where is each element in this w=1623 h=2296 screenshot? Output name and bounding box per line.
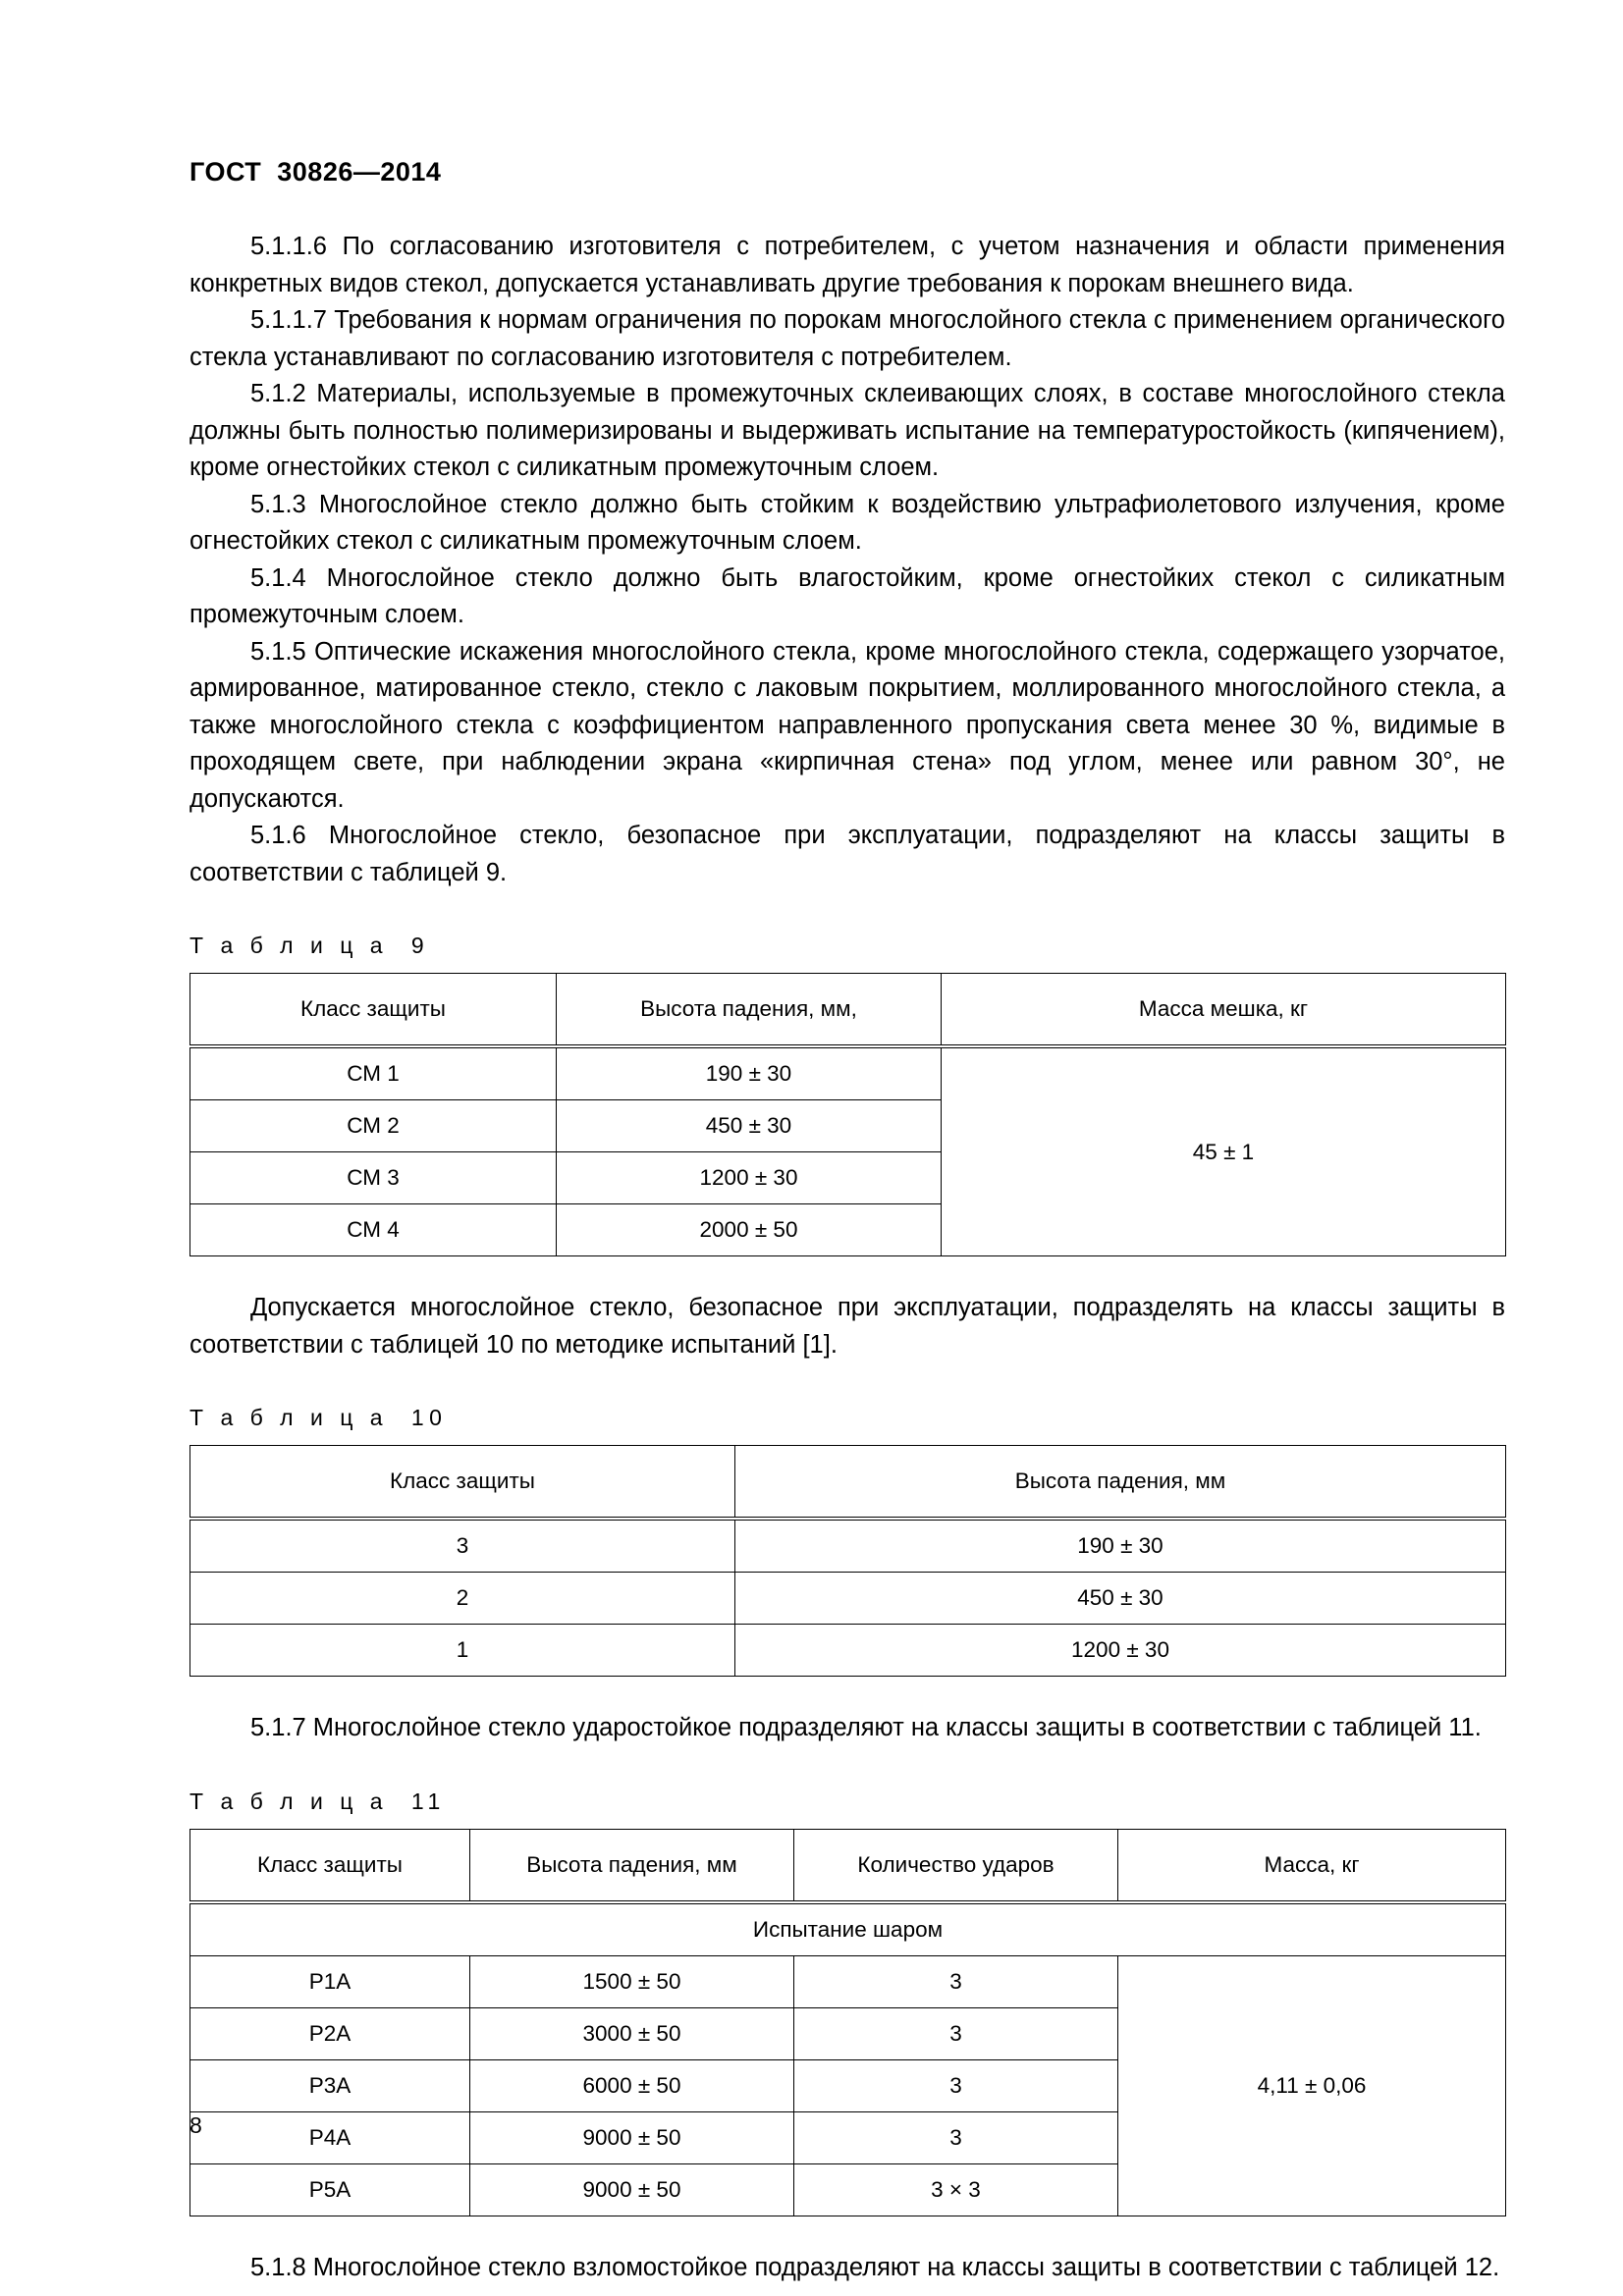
clause-5-1-8: 5.1.8 Многослойное стекло взломостойкое подразделяют на классы защиты в соответствии с таблицей 12.	[250, 2253, 1500, 2281]
table-9-cell-class: СМ 4	[190, 1204, 557, 1256]
table-9-cell-class: СМ 1	[190, 1046, 557, 1100]
table-9-cell-height: 2000 ± 50	[557, 1204, 942, 1256]
table-9-cell-mass-merged: 45 ± 1	[942, 1046, 1506, 1256]
table-row	[190, 1955, 1506, 2007]
note-after-table-9: Допускается многослойное стекло, безопасное при эксплуатации, подразделять на классы защиты в соответствии с таблицей 10 по методике испытаний [1].	[189, 1294, 1505, 1359]
table-row	[190, 1046, 1506, 1100]
table-11-cell-impacts: 3 × 3	[794, 2163, 1118, 2216]
table-9-col-drop-height: Высота падения, мм,	[557, 974, 942, 1047]
table-10	[189, 1445, 1506, 1677]
table-11-cell-impacts: 3	[794, 2059, 1118, 2111]
clause-5-1-4: 5.1.4 Многослойное стекло должно быть влагостойким, кроме огнестойких стекол с силикатным промежуточным слоем.	[189, 563, 1505, 628]
table-9-col-class: Класс защиты	[190, 974, 557, 1047]
table-11-cell-impacts: 3	[794, 1955, 1118, 2007]
table-11-caption: Т а б л и ц а 11	[189, 1788, 446, 1814]
table-11-cell-impacts: 3	[794, 2007, 1118, 2059]
table-11-cell-height: 9000 ± 50	[470, 2163, 794, 2216]
table-11-cell-class: Р2А	[190, 2007, 470, 2059]
table-10-head	[190, 1446, 1506, 1520]
table-header-row	[190, 1829, 1506, 1902]
clause-5-1-6: 5.1.6 Многослойное стекло, безопасное при эксплуатации, подразделяют на классы защиты в соответствии с таблицей 9.	[189, 822, 1505, 886]
table-11-col-impact-count: Количество ударов	[794, 1829, 1118, 1902]
table-section-row	[190, 1902, 1506, 1956]
table-row	[190, 1519, 1506, 1573]
table-9	[189, 973, 1506, 1256]
table-11-cell-impacts: 3	[794, 2111, 1118, 2163]
table-11-body	[190, 1902, 1506, 2216]
table-11-cell-class: Р5А	[190, 2163, 470, 2216]
table-header-row	[190, 974, 1506, 1047]
spacer	[189, 1677, 1505, 1710]
table-9-cell-height: 1200 ± 30	[557, 1152, 942, 1204]
table-10-cell-class: 3	[190, 1519, 735, 1573]
table-11-cell-height: 3000 ± 50	[470, 2007, 794, 2059]
clause-5-1-2: 5.1.2 Материалы, используемые в промежуточных склеивающих слоях, в составе многослойного стекла должны быть полностью полимеризированы и выдерживать испытание на температуростойкость (кипячением), кроме огнестойких стекол с силикатным промежуточным слоем.	[189, 380, 1505, 481]
table-11-col-mass: Масса, кг	[1118, 1829, 1506, 1902]
table-9-body	[190, 1046, 1506, 1256]
table-11-cell-class: Р1А	[190, 1955, 470, 2007]
table-header-row	[190, 1446, 1506, 1520]
page-content	[189, 157, 1505, 2286]
spacer	[189, 1256, 1505, 1290]
clause-5-1-1-6: 5.1.1.6 По согласованию изготовителя с потребителем, с учетом назначения и области применения конкретных видов стекол, допускается устанавливать другие требования к порокам внешнего вида.	[189, 233, 1505, 297]
table-9-caption: Т а б л и ц а 9	[189, 933, 430, 958]
table-row	[190, 1573, 1506, 1625]
table-10-cell-class: 1	[190, 1625, 735, 1677]
table-10-cell-class: 2	[190, 1573, 735, 1625]
table-10-col-drop-height: Высота падения, мм	[735, 1446, 1506, 1520]
table-9-cell-class: СМ 3	[190, 1152, 557, 1204]
table-11-cell-mass-merged: 4,11 ± 0,06	[1118, 1955, 1506, 2216]
standard-designation-header: ГОСТ 30826—2014	[189, 157, 442, 187]
table-11-head	[190, 1829, 1506, 1902]
table-9-head	[190, 974, 1506, 1047]
table-11-cell-class: Р3А	[190, 2059, 470, 2111]
table-9-cell-class: СМ 2	[190, 1100, 557, 1152]
table-11-cell-height: 9000 ± 50	[470, 2111, 794, 2163]
table-11-cell-class: Р4А	[190, 2111, 470, 2163]
table-10-caption: Т а б л и ц а 10	[189, 1405, 448, 1430]
table-11	[189, 1829, 1506, 2216]
table-9-cell-height: 450 ± 30	[557, 1100, 942, 1152]
table-11-cell-height: 1500 ± 50	[470, 1955, 794, 2007]
table-11-col-drop-height: Высота падения, мм	[470, 1829, 794, 1902]
table-10-cell-height: 450 ± 30	[735, 1573, 1506, 1625]
table-10-cell-height: 190 ± 30	[735, 1519, 1506, 1573]
clause-5-1-1-7: 5.1.1.7 Требования к нормам ограничения по порокам многослойного стекла с применением органического стекла устанавливают по согласованию изготовителя с потребителем.	[189, 306, 1505, 371]
table-10-cell-height: 1200 ± 30	[735, 1625, 1506, 1677]
table-11-cell-height: 6000 ± 50	[470, 2059, 794, 2111]
spacer	[189, 2216, 1505, 2250]
table-9-cell-height: 190 ± 30	[557, 1046, 942, 1100]
table-9-col-bag-mass: Масса мешка, кг	[942, 974, 1506, 1047]
table-11-section-title: Испытание шаром	[190, 1902, 1506, 1956]
clause-5-1-7: 5.1.7 Многослойное стекло ударостойкое подразделяют на классы защиты в соответствии с таблицей 11.	[250, 1714, 1482, 1741]
table-10-col-class: Класс защиты	[190, 1446, 735, 1520]
table-row	[190, 1625, 1506, 1677]
page-number: 8	[189, 2112, 202, 2138]
clause-5-1-3: 5.1.3 Многослойное стекло должно быть стойким к воздействию ультрафиолетового излучения, кроме огнестойких стекол с силикатным промежуточным слоем.	[189, 490, 1505, 555]
clause-5-1-5: 5.1.5 Оптические искажения многослойного стекла, кроме многослойного стекла, содержащего узорчатое, армированное, матированное стекло, стекло с лаковым покрытием, моллированного многослойного стекла, а также многослойного стекла с коэффициентом направленного пропускания света менее 30 %, видимые в проходящем свете, при наблюдении экрана «кирпичная стена» под углом, менее или равном 30°, не допускаются.	[189, 637, 1505, 813]
table-11-col-class: Класс защиты	[190, 1829, 470, 1902]
table-10-body	[190, 1519, 1506, 1677]
